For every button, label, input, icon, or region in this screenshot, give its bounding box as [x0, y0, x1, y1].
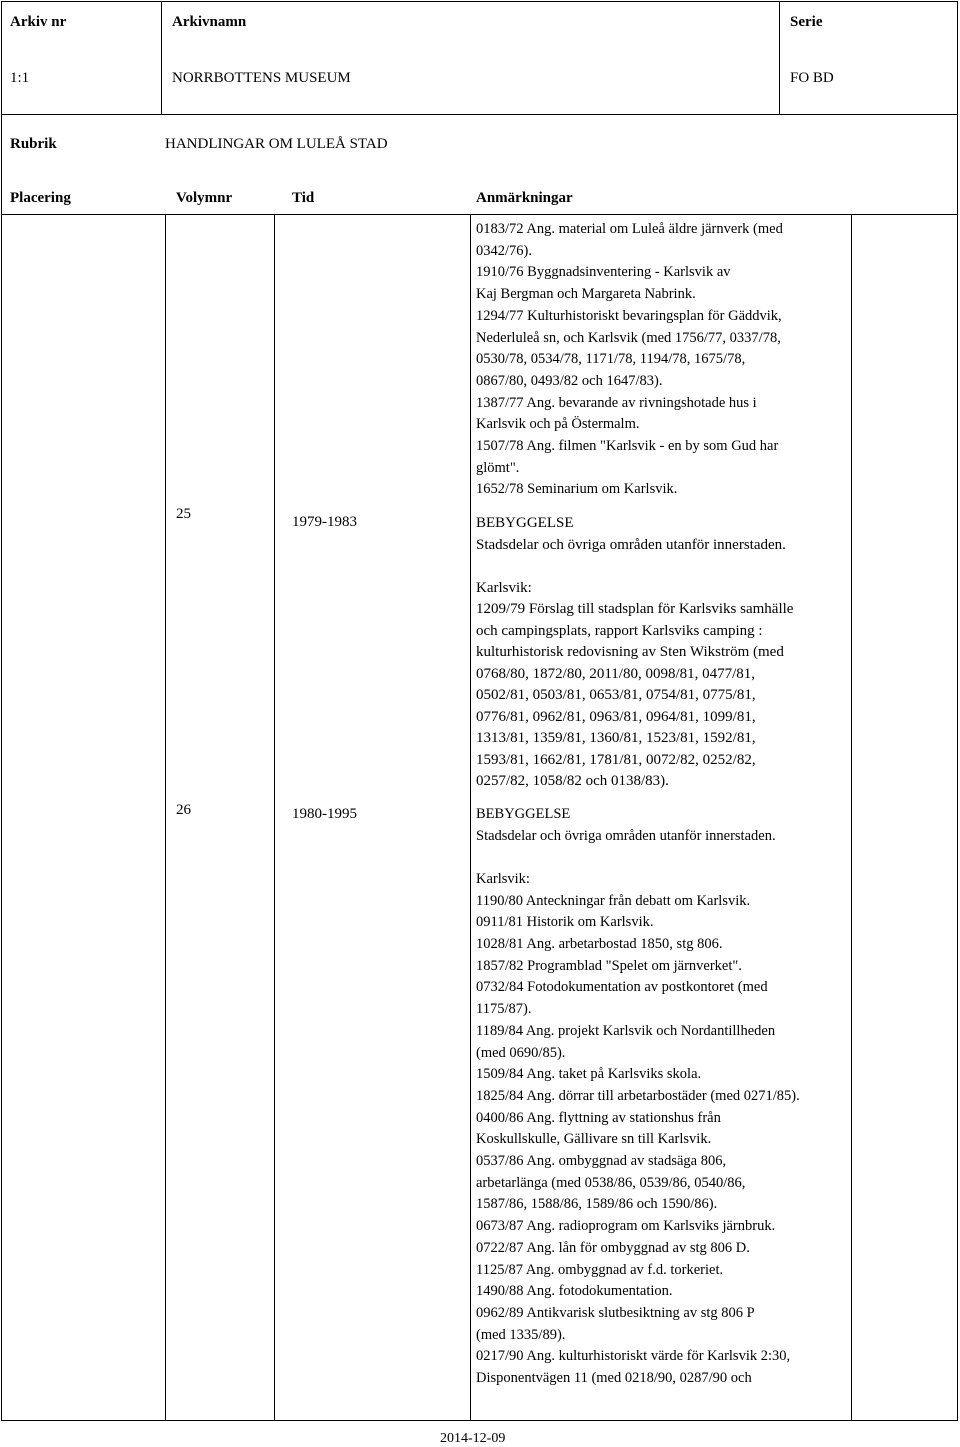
tid-25: 1979-1983: [292, 514, 357, 530]
anmarkning-25: [476, 513, 956, 793]
text-line: 1189/84 Ang. projekt Karlsvik och Nordantillheden: [476, 1022, 776, 1039]
frame-top: [1, 1, 958, 2]
text-line: 1507/78 Ang. filmen "Karlsvik - en by som Gud har: [476, 438, 779, 455]
col-placering: Placering: [10, 190, 71, 206]
col-tid: Tid: [292, 190, 315, 206]
text-line: 1190/80 Anteckningar från debatt om Karlsvik.: [476, 892, 751, 909]
text-line: 0400/86 Ang. flyttning av stationshus från: [476, 1109, 721, 1126]
entry-subheading: Stadsdelar och övriga områden utanför innerstaden.: [476, 827, 776, 844]
col-anmarkningar: Anmärkningar: [476, 190, 573, 206]
tid-26: 1980-1995: [292, 806, 357, 822]
entry-heading: BEBYGGELSE: [476, 806, 571, 822]
divider-col-1: [165, 214, 166, 1421]
text-line: (med 0690/85).: [476, 1044, 566, 1061]
text-line: (med 1335/89).: [476, 1326, 566, 1343]
col-volymnr: Volymnr: [176, 190, 233, 206]
text-line: 0537/86 Ang. ombyggnad av stadsäga 806,: [476, 1153, 727, 1170]
entry-heading: BEBYGGELSE: [476, 515, 574, 531]
text-line: 0867/80, 0493/82 och 1647/83).: [476, 372, 663, 389]
text-line: 1593/81, 1662/81, 1781/81, 0072/82, 0252/82,: [476, 751, 756, 768]
volymnr-26: 26: [176, 802, 191, 818]
volymnr-25: 25: [176, 506, 191, 522]
text-line: 1857/82 Programblad "Spelet om järnverket".: [476, 957, 742, 974]
text-line: 0722/87 Ang. lån för ombyggnad av stg 806 D.: [476, 1239, 750, 1256]
text-line: 1587/86, 1588/86, 1589/86 och 1590/86).: [476, 1196, 718, 1213]
text-line: Karlsvik och på Östermalm.: [476, 416, 640, 433]
text-line: Disponentvägen 11 (med 0218/90, 0287/90 och: [476, 1370, 752, 1387]
text-line: Kaj Bergman och Margareta Nabrink.: [476, 286, 696, 303]
divider-header-top: [161, 1, 162, 114]
text-line: 1209/79 Förslag till stadsplan för Karlsviks samhälle: [476, 601, 794, 617]
text-line: Nederluleå sn, och Karlsvik (med 1756/77, 0337/78,: [476, 329, 781, 346]
arkivnamn-value: NORRBOTTENS MUSEUM: [172, 70, 351, 86]
anmarkning-continuation: [476, 219, 956, 501]
text-line: 1313/81, 1359/81, 1360/81, 1523/81, 1592/81,: [476, 730, 756, 746]
text-line: 0911/81 Historik om Karlsvik.: [476, 914, 654, 931]
text-line: 0776/81, 0962/81, 0963/81, 0964/81, 1099/81,: [476, 708, 756, 725]
anmarkning-26: [476, 804, 956, 1390]
text-line: Koskullskulle, Gällivare sn till Karlsvik.: [476, 1131, 712, 1148]
rule-after-colheads: [1, 214, 958, 215]
divider-col-3: [470, 214, 471, 1421]
serie-value: FO BD: [790, 70, 834, 86]
text-line: 1387/77 Ang. bevarande av rivningshotade hus i: [476, 394, 757, 411]
divider-header-serie: [779, 1, 780, 114]
text-line: 1175/87).: [476, 1001, 532, 1018]
text-line: 1910/76 Byggnadsinventering - Karlsvik av: [476, 264, 731, 281]
text-line: 1294/77 Kulturhistoriskt bevaringsplan för Gäddvik,: [476, 307, 782, 324]
frame-bottom: [1, 1420, 958, 1421]
rule-after-ids: [1, 114, 958, 115]
text-line: 1652/78 Seminarium om Karlsvik.: [476, 481, 678, 498]
text-line: 1509/84 Ang. taket på Karlsviks skola.: [476, 1066, 702, 1083]
text-line: 0768/80, 1872/80, 2011/80, 0098/81, 0477/81,: [476, 665, 756, 682]
entry-subheading: Stadsdelar och övriga områden utanför innerstaden.: [476, 536, 786, 553]
arkiv-nr-label: Arkiv nr: [10, 14, 67, 30]
text-line: 1125/87 Ang. ombyggnad av f.d. torkeriet.: [476, 1261, 724, 1278]
divider-col-2: [274, 214, 275, 1421]
text-line: 0732/84 Fotodokumentation av postkontoret (med: [476, 979, 768, 996]
text-line: arbetarlänga (med 0538/86, 0539/86, 0540/86,: [476, 1174, 746, 1191]
text-line: glömt".: [476, 459, 520, 476]
rubrik-label: Rubrik: [10, 136, 57, 152]
text-line: 0217/90 Ang. kulturhistoriskt värde för Karlsvik 2:30,: [476, 1348, 791, 1365]
text-line: 0257/82, 1058/82 och 0138/83).: [476, 773, 669, 789]
entry-place: Karlsvik:: [476, 870, 530, 887]
rubrik-value: HANDLINGAR OM LULEÅ STAD: [165, 136, 388, 152]
text-line: 0502/81, 0503/81, 0653/81, 0754/81, 0775/81,: [476, 687, 756, 703]
text-line: 1028/81 Ang. arbetarbostad 1850, stg 806.: [476, 936, 723, 953]
arkiv-nr-value: 1:1: [10, 70, 30, 86]
text-line: och campingsplats, rapport Karlsviks camping :: [476, 622, 763, 639]
text-line: kulturhistorisk redovisning av Sten Wikström (med: [476, 644, 784, 660]
serie-label: Serie: [790, 14, 823, 30]
entry-place: Karlsvik:: [476, 579, 532, 596]
text-line: 0183/72 Ang. material om Luleå äldre järnverk (med: [476, 221, 783, 237]
arkivnamn-label: Arkivnamn: [172, 14, 247, 30]
text-line: 0530/78, 0534/78, 1171/78, 1194/78, 1675/78,: [476, 351, 746, 368]
footer-date: 2014-12-09: [440, 1431, 506, 1446]
text-line: 0342/76).: [476, 242, 532, 259]
text-line: 0962/89 Antikvarisk slutbesiktning av stg 806 P: [476, 1304, 755, 1321]
text-line: 0673/87 Ang. radioprogram om Karlsviks järnbruk.: [476, 1218, 776, 1235]
text-line: 1490/88 Ang. fotodokumentation.: [476, 1283, 673, 1300]
text-line: 1825/84 Ang. dörrar till arbetarbostäder (med 0271/85).: [476, 1087, 800, 1104]
